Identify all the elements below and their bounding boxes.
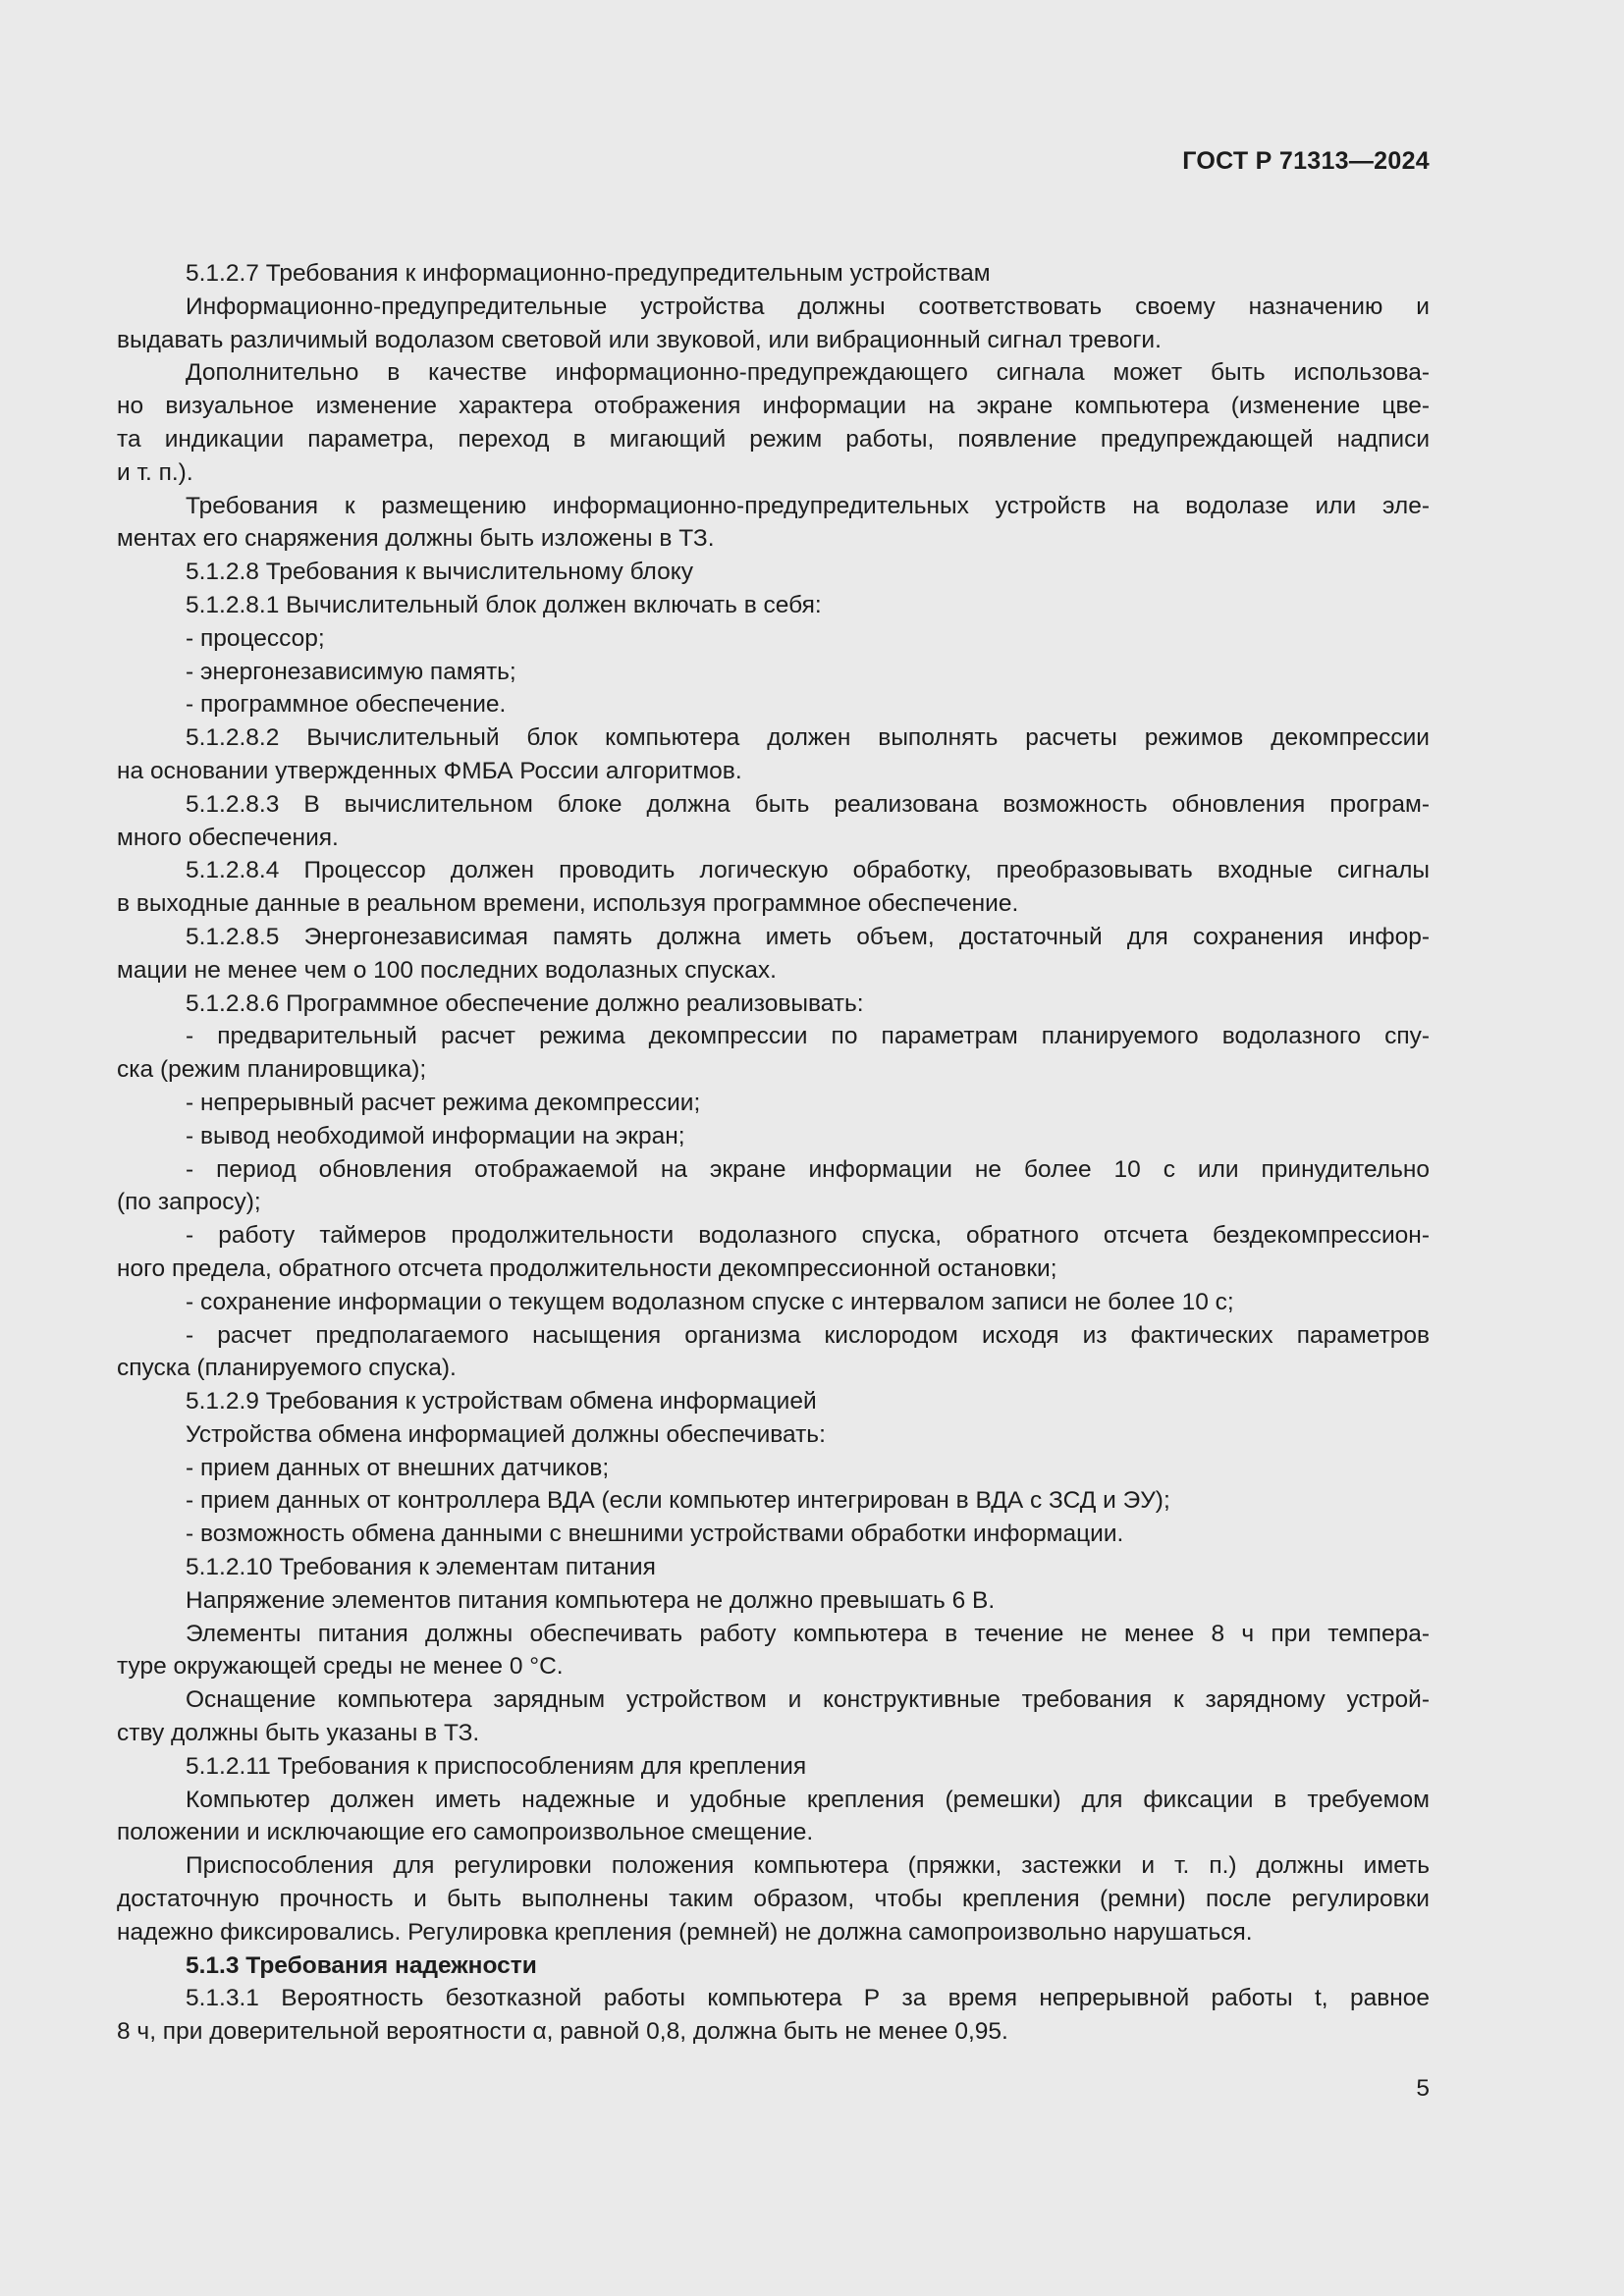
paragraph-line: Дополнительно в качестве информационно-предупреждающего сигнала может быть использова- — [186, 359, 1430, 387]
section-heading: 5.1.2.10 Требования к элементам питания — [186, 1554, 656, 1581]
paragraph-line: в выходные данные в реальном времени, используя программное обеспечение. — [117, 890, 1019, 918]
paragraph-line: ментах его снаряжения должны быть изложены в ТЗ. — [117, 525, 715, 553]
list-item: - программное обеспечение. — [186, 691, 507, 719]
paragraph-line: туре окружающей среды не менее 0 °С. — [117, 1653, 564, 1681]
paragraph-line: 5.1.2.8.5 Энергонезависимая память должна иметь объем, достаточный для сохранения инфор- — [186, 923, 1430, 950]
list-item: - расчет предполагаемого насыщения организма кислородом исходя из фактических параметров — [186, 1321, 1430, 1349]
list-item: (по запросу); — [117, 1189, 261, 1216]
paragraph-line: 5.1.2.8.3 В вычислительном блоке должна быть реализована возможность обновления програм- — [186, 790, 1430, 818]
list-item: - процессор; — [186, 624, 325, 652]
paragraph-line: та индикации параметра, переход в мигающий режим работы, появление предупреждающей надписи — [117, 425, 1430, 453]
section-heading: 5.1.3 Требования надежности — [186, 1951, 537, 1979]
list-item: - прием данных от внешних датчиков; — [186, 1454, 610, 1481]
list-item: - работу таймеров продолжительности водолазного спуска, обратного отсчета бездекомпрессион- — [186, 1222, 1430, 1250]
paragraph-line: Оснащение компьютера зарядным устройством и конструктивные требования к зарядному устрой- — [186, 1686, 1430, 1714]
section-heading: 5.1.2.7 Требования к информационно-предупредительным устройствам — [186, 260, 991, 287]
paragraph-line: 5.1.2.8.6 Программное обеспечение должно реализовывать: — [186, 989, 864, 1017]
list-item: - возможность обмена данными с внешними устройствами обработки информации. — [186, 1521, 1124, 1548]
paragraph-line: выдавать различимый водолазом световой или звуковой, или вибрационный сигнал тревоги. — [117, 326, 1162, 353]
paragraph-line: много обеспечения. — [117, 824, 339, 851]
paragraph-line: достаточную прочность и быть выполнены таким образом, чтобы крепления (ремни) после регулировки — [117, 1886, 1430, 1913]
paragraph-line: и т. п.). — [117, 458, 193, 486]
list-item: - период обновления отображаемой на экране информации не более 10 с или принудительно — [186, 1155, 1430, 1183]
paragraph-line: надежно фиксировались. Регулировка крепления (ремней) не должна самопроизвольно нарушаться. — [117, 1918, 1253, 1946]
list-item: - предварительный расчет режима декомпрессии по параметрам планируемого водолазного спу- — [186, 1023, 1430, 1050]
section-heading: 5.1.2.11 Требования к приспособлениям для крепления — [186, 1752, 807, 1780]
list-item: спуска (планируемого спуска). — [117, 1355, 457, 1382]
paragraph-line: Приспособления для регулировки положения компьютера (пряжки, застежки и т. п.) должны иметь — [186, 1852, 1430, 1880]
list-item: ного предела, обратного отсчета продолжительности декомпрессионной остановки; — [117, 1255, 1057, 1282]
paragraph-line: Устройства обмена информацией должны обеспечивать: — [186, 1420, 826, 1448]
list-item: - прием данных от контроллера ВДА (если компьютер интегрирован в ВДА с ЗСД и ЭУ); — [186, 1487, 1170, 1515]
paragraph-line: Информационно-предупредительные устройства должны соответствовать своему назначению и — [186, 293, 1430, 320]
paragraph-line: 8 ч, при доверительной вероятности α, равной 0,8, должна быть не менее 0,95. — [117, 2018, 1008, 2046]
paragraph-line: Элементы питания должны обеспечивать работу компьютера в течение не менее 8 ч при темпера- — [186, 1620, 1430, 1647]
paragraph-line: Требования к размещению информационно-предупредительных устройств на водолазе или эле- — [186, 492, 1430, 519]
paragraph-line: Компьютер должен иметь надежные и удобные крепления (ремешки) для фиксации в требуемом — [186, 1786, 1430, 1813]
list-item: - энергонезависимую память; — [186, 658, 516, 685]
paragraph-line: Напряжение элементов питания компьютера не должно превышать 6 В. — [186, 1586, 996, 1614]
list-item: - вывод необходимой информации на экран; — [186, 1122, 685, 1149]
standard-id: ГОСТ Р 71313—2024 — [1182, 147, 1430, 175]
paragraph-line: на основании утвержденных ФМБА России алгоритмов. — [117, 757, 742, 784]
paragraph-line: ству должны быть указаны в ТЗ. — [117, 1720, 480, 1747]
list-item: ска (режим планировщика); — [117, 1056, 427, 1084]
paragraph-line: положении и исключающие его самопроизвольное смещение. — [117, 1819, 814, 1846]
paragraph-line: 5.1.2.8.1 Вычислительный блок должен включать в себя: — [186, 591, 822, 618]
paragraph-line: но визуальное изменение характера отображения информации на экране компьютера (изменение цве- — [117, 393, 1430, 420]
paragraph-line: мации не менее чем о 100 последних водолазных спусках. — [117, 956, 777, 984]
section-heading: 5.1.2.8 Требования к вычислительному блоку — [186, 559, 693, 586]
paragraph-line: 5.1.2.8.2 Вычислительный блок компьютера должен выполнять расчеты режимов декомпрессии — [186, 724, 1430, 752]
paragraph-line: 5.1.3.1 Вероятность безотказной работы компьютера Р за время непрерывной работы t, равное — [186, 1985, 1430, 2012]
body-text — [117, 257, 1430, 2049]
section-heading: 5.1.2.9 Требования к устройствам обмена информацией — [186, 1388, 817, 1415]
list-item: - непрерывный расчет режима декомпрессии; — [186, 1089, 701, 1116]
list-item: - сохранение информации о текущем водолазном спуске с интервалом записи не более 10 с; — [186, 1288, 1234, 1315]
paragraph-line: 5.1.2.8.4 Процессор должен проводить логическую обработку, преобразовывать входные сигналы — [186, 857, 1430, 884]
page-number: 5 — [1416, 2075, 1430, 2102]
